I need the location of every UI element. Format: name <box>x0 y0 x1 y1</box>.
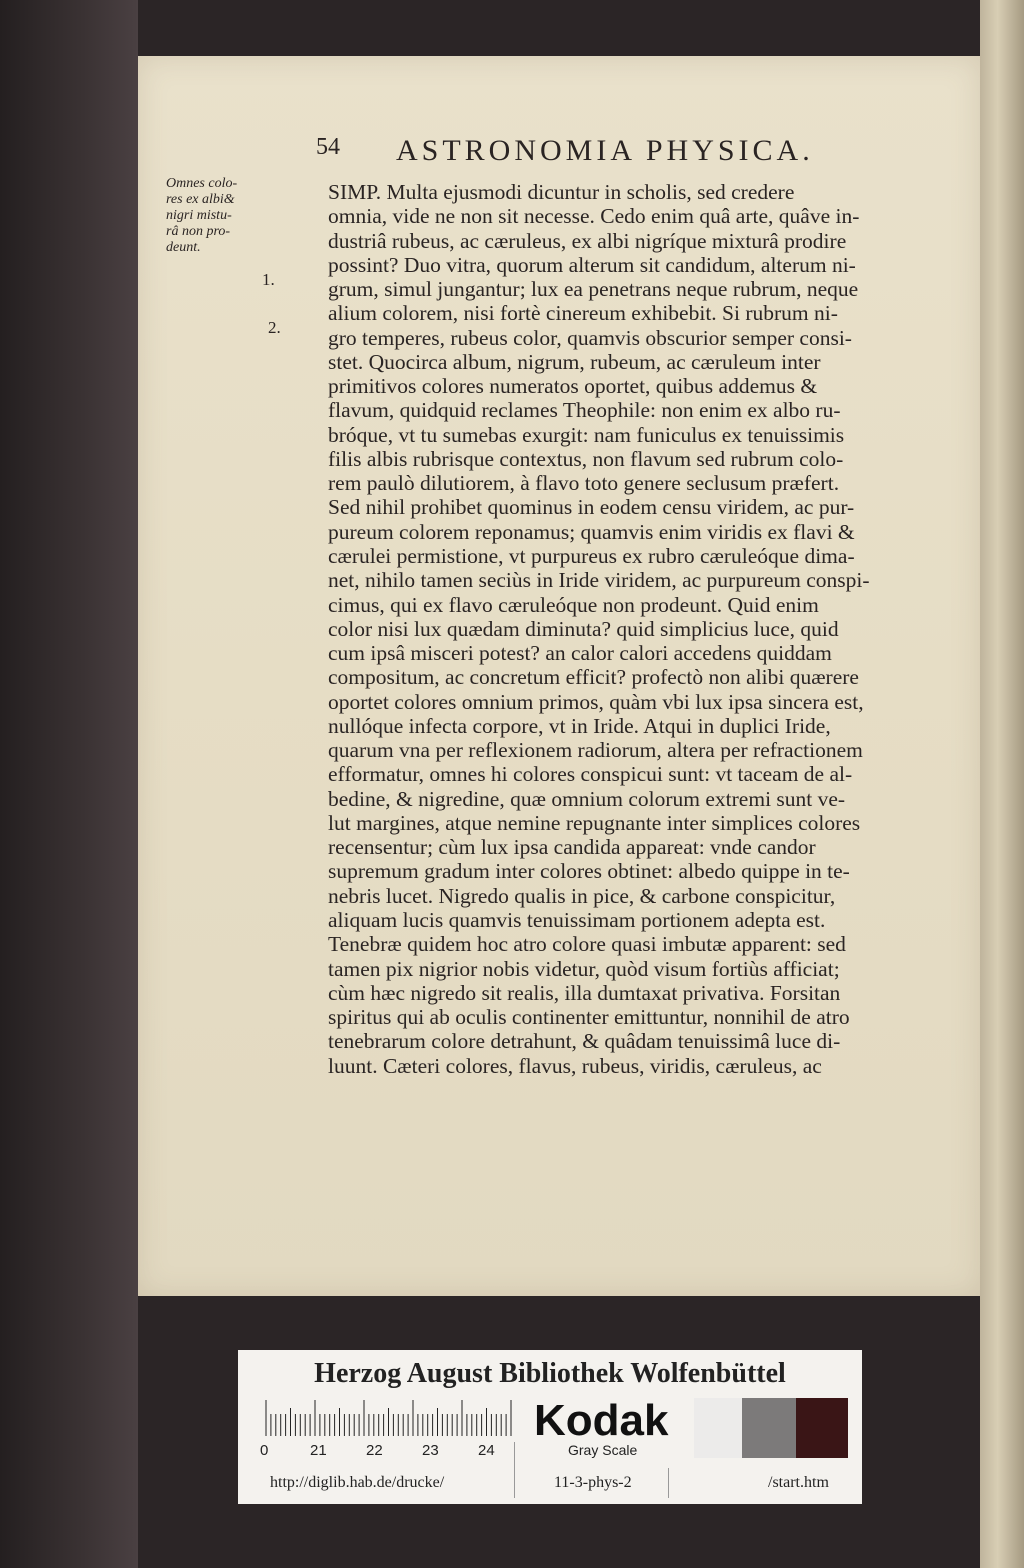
body-line: filis albis rubrisque contextus, non flavum sed rubrum colo- <box>328 446 844 471</box>
body-line: aliquam lucis quamvis tenuissimam portionem adepta est. <box>328 907 826 932</box>
body-line: bróque, vt tu sumebas exurgit: nam funiculus ex tenuissimis <box>328 422 845 447</box>
separator <box>514 1442 515 1498</box>
scale-number: 24 <box>478 1442 495 1459</box>
body-line: flavum, quidquid reclames Theophile: non enim ex albo ru- <box>328 398 841 423</box>
library-name: Herzog August Bibliothek Wolfenbüttel <box>314 1358 786 1389</box>
body-line: net, nihilo tamen seciùs in Iride viridem, ac purpureum conspi- <box>328 568 870 593</box>
body-line: tamen pix nigrior nobis videtur, quòd visum fortiùs afficiat; <box>328 956 840 981</box>
body-line: gro temperes, rubeus color, quamvis obscurior semper consi- <box>328 325 852 350</box>
body-line: efformatur, omnes hi colores conspicui sunt: vt taceam de al- <box>328 762 853 787</box>
body-line: rem paulò dilutiorem, à flavo toto genere seclusum præfert. <box>328 471 840 496</box>
page-header <box>316 134 876 170</box>
url-left: http://diglib.hab.de/drucke/ <box>270 1474 445 1491</box>
library-label <box>238 1350 862 1504</box>
kodak-logo: Kodak <box>534 1396 669 1445</box>
body-line: pureum colorem reponamus; quamvis enim viridis ex flavi & <box>328 519 855 544</box>
body-line: nebris lucet. Nigredo qualis in pice, & carbone conspicitur, <box>328 883 836 908</box>
body-line: omnia, vide ne non sit necesse. Cedo enim quâ arte, quâve in- <box>328 204 860 229</box>
scan-background-left <box>0 0 138 1568</box>
marginal-number-2: 2. <box>268 318 281 337</box>
body-line: cimus, qui ex flavo cæruleóque non prodeunt. Quid enim <box>328 592 819 617</box>
marginal-note: Omnes colo- res ex albi& nigri mistu- râ non pro- deunt. <box>166 176 238 255</box>
body-line: supremum gradum inter colores obtinet: albedo quippe in te- <box>328 859 850 884</box>
body-line: color nisi lux quædam diminuta? quid simplicius luce, quid <box>328 616 839 641</box>
body-text <box>328 180 938 1078</box>
gray-scale-label: Gray Scale <box>568 1442 638 1458</box>
scan-background-right <box>980 0 1024 1568</box>
page-number: 54 <box>316 134 340 160</box>
scale-number: 0 <box>260 1442 269 1459</box>
scale-number: 21 <box>310 1442 327 1459</box>
url-middle: 11-3-phys-2 <box>554 1474 632 1491</box>
body-line: lut margines, atque nemine repugnante inter simplices colores <box>328 810 861 835</box>
body-line: cærulei permistione, vt purpureus ex rubro cæruleóque dima- <box>328 543 855 568</box>
gray-swatch-mid <box>742 1398 796 1458</box>
body-line: cum ipsâ misceri potest? an calor calori accedens quiddam <box>328 641 832 666</box>
body-line: SIMP. Multa ejusmodi dicuntur in scholis, sed credere <box>328 180 795 204</box>
body-line: cùm hæc nigredo sit realis, illa dumtaxat privativa. Forsitan <box>328 980 841 1005</box>
gray-swatch-white <box>694 1398 742 1458</box>
body-line: spiritus qui ab oculis continenter emittuntur, nonnihil de atro <box>328 1005 850 1030</box>
body-line: oportet colores omnium primos, quàm vbi lux ipsa sincera est, <box>328 689 864 714</box>
body-line: primitivos colores numeratos oportet, quibus addemus & <box>328 374 818 399</box>
body-line: Sed nihil prohibet quominus in eodem censu viridem, ac pur- <box>328 495 855 520</box>
separator <box>668 1468 669 1498</box>
body-line: nullóque infecta corpore, vt in Iride. Atqui in duplici Iride, <box>328 713 831 738</box>
body-line: compositum, ac concretum efficit? profectò non alibi quærere <box>328 665 859 690</box>
body-line: Tenebræ quidem hoc atro colore quasi imbutæ apparent: sed <box>328 932 846 957</box>
body-line: quarum vna per reflexionem radiorum, altera per refractionem <box>328 738 863 763</box>
scale-numbers <box>260 1442 520 1462</box>
body-line: stet. Quocirca album, nigrum, rubeum, ac cæruleum inter <box>328 349 821 374</box>
body-line: bedine, & nigredine, quæ omnium colorum extremi sunt ve- <box>328 786 846 811</box>
running-title: ASTRONOMIA PHYSICA. <box>396 134 814 167</box>
body-line: alium colorem, nisi fortè cinereum exhibebit. Si rubrum ni- <box>328 301 838 326</box>
scale-ruler <box>264 1400 514 1440</box>
marginal-number-1: 1. <box>262 270 275 289</box>
body-line: luunt. Cæteri colores, flavus, rubeus, viridis, cæruleus, ac <box>328 1053 822 1078</box>
body-line: possint? Duo vitra, quorum alterum sit candidum, alterum ni- <box>328 252 856 277</box>
body-line: grum, simul jungantur; lux ea penetrans neque rubrum, neque <box>328 277 859 302</box>
body-line: tenebrarum colore detrahunt, & quâdam tenuissimâ luce di- <box>328 1029 841 1054</box>
scale-number: 23 <box>422 1442 439 1459</box>
body-line: dustriâ rubeus, ac cæruleus, ex albi nigríque mixturâ prodire <box>328 228 847 253</box>
gray-swatch-dark <box>796 1398 848 1458</box>
scale-number: 22 <box>366 1442 383 1459</box>
url-right: /start.htm <box>768 1474 829 1491</box>
url-row <box>238 1474 862 1498</box>
body-line: recensentur; cùm lux ipsa candida appareat: vnde candor <box>328 835 816 860</box>
